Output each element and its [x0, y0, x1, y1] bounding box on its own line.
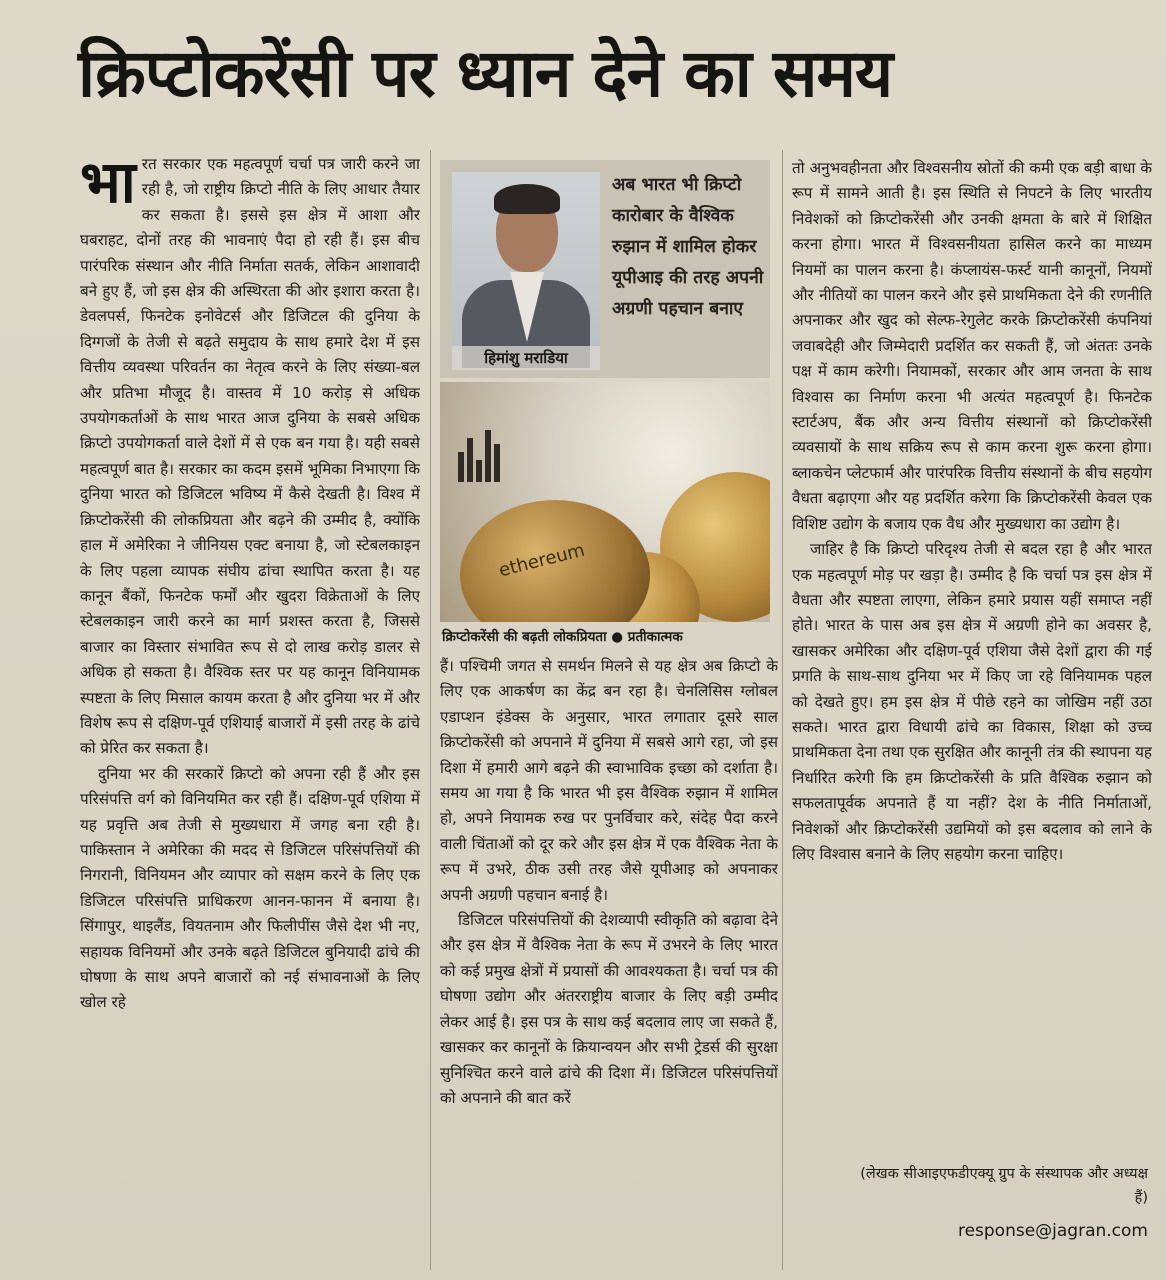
article-paragraph: हैं। पश्चिमी जगत से समर्थन मिलने से यह क्षेत्र अब क्रिप्टो के लिए एक आकर्षण का केंद्र बन रहा है। चेनलिसिस ग्लोबल एडाप्शन इंडेक्स के अनुसार, भारत लगातार दूसरे साल क्रिप्टोकरेंसी को अपनाने में दुनिया में सबसे आगे रहा, जो इस दिशा में हमारी आगे बढ़ने की स्वाभाविक इच्छा को दर्शाता है। समय आ गया है कि भारत भी इस वैश्विक रुझान में शामिल हो, अपने नियामक रुख पर पुनर्विचार करे, संदेह पैदा करने वाली चिंताओं को दूर करे और इस क्षेत्र में एक वैश्विक नेता के रूप में उभरे, ठीक उसी तरह जैसे यूपीआइ को अपनाकर अपनी अग्रणी पहचान बनाई है। — [440, 657, 778, 904]
author-byline: (लेखक सीआइएफडीएक्यू ग्रुप के संस्थापक और अध्यक्ष हैं) — [860, 1166, 1148, 1206]
column-divider — [430, 150, 431, 1270]
dropcap: भा — [80, 152, 136, 216]
article-paragraph: तो अनुभवहीनता और विश्वसनीय स्रोतों की कमी एक बड़ी बाधा के रूप में सामने आती है। इस स्थिति से निपटने के लिए भारतीय निवेशकों को क्रिप्टोकरेंसी और उनकी क्षमता के बारे में शिक्षित करना होगा। भारत में विश्वसनीयता हासिल करने का माध्यम नियमों का पालन करना है। कंप्लायंस-फर्स्ट यानी कानूनों, नियमों और नीतियों का पालन करने और इसे प्राथमिकता देने की रणनीति अपनाकर और खुद को सेल्फ-रेगुलेट करके क्रिप्टोकरेंसी कंपनियां जवाबदेही और जिम्मेदारी प्रदर्शित कर सकती हैं, जो अंततः उनके पक्ष में काम करेगी। नियामकों, सरकार और आम जनता के साथ विश्वास का निर्माण करना भी अत्यंत महत्वपूर्ण है। फिनटेक स्टार्टअप, बैंक और अन्य वित्तीय संस्थानों को क्रिप्टोकरेंसी व्यवसायों के साथ सक्रिय रूप से काम करना शुरू करना होगा। ब्लाकचेन प्लेटफार्म और पारंपरिक वित्तीय संस्थानों के बीच सहयोग वैधता बढ़ाएगा और यह प्रदर्शित करेगा कि क्रिप्टोकरेंसी केवल एक विशिष्ट उद्योग के बजाय एक वैध और मुख्यधारा का उद्योग है। — [792, 159, 1152, 533]
article-column-2 — [440, 654, 778, 1274]
article-paragraph: दुनिया भर की सरकारें क्रिप्टो को अपना रही हैं और इस परिसंपत्ति वर्ग को विनियमित कर रही हैं। दक्षिण-पूर्व एशिया में यह प्रवृत्ति अब तेजी से मुख्यधारा में जगह बना रही है। पाकिस्तान ने अमेरिका की मदद से डिजिटल परिसंपत्तियों की निगरानी, विनियमन और व्यापार को सक्षम करने के लिए एक डिजिटल परिसंपत्ति प्राधिकरण आनन-फानन में बनाया है। सिंगापुर, थाइलैंड, वियतनाम और फिलीपींस जैसे देश भी नए, सहायक विनियमों और उनके बढ़ते डिजिटल बुनियादी ढांचे की घोषणा के साथ अपने बाजारों को नई संभावनाओं के लिए खोल रहे — [80, 764, 420, 1012]
article-column-3 — [792, 156, 1152, 1266]
crypto-coins-photo — [440, 382, 770, 622]
article-column-1 — [80, 152, 420, 1270]
headline: क्रिप्टोकरेंसी पर ध्यान देने का समय — [78, 35, 893, 112]
response-email: response@jagran.com — [957, 1221, 1148, 1241]
photo-caption: क्रिप्टोकरेंसी की बढ़ती लोकप्रियता ● प्रतीकात्मक — [442, 629, 683, 645]
article-paragraph: भारत सरकार एक महत्वपूर्ण चर्चा पत्र जारी करने जा रही है, जो राष्ट्रीय क्रिप्टो नीति के लिए आधार तैयार कर सकता है। इससे इस क्षेत्र में आशा और घबराहट, दोनों तरह की भावनाएं पैदा हो रही हैं। इस बीच पारंपरिक संस्थान और नीति निर्माता सतर्क, लेकिन आशावादी बने हुए हैं, जो इस क्षेत्र की अस्थिरता की ओर इशारा करता है। डेवलपर्स, फिनटेक इनोवेटर्स और डिजिटल की दुनिया के दिग्गजों के तेजी से बढ़ते समुदाय के साथ हमारे देश में इस वित्तीय व्यवस्था परिवर्तन का नेतृत्व करने के लिए संख्या-बल और प्रतिभा मौजूद है। वास्तव में 10 करोड़ से अधिक उपयोगकर्ताओं के साथ भारत आज दुनिया के सबसे अधिक क्रिप्टो उपयोगकर्ता वाले देशों में से एक बन गया है। यही सबसे महत्वपूर्ण बात है। सरकार का कदम इसमें भूमिका निभाएगा कि दुनिया भारत को डिजिटल भविष्य में कैसे देखती है। विश्व में क्रिप्टोकरेंसी की लोकप्रियता और बढ़ने की उम्मीद है, क्योंकि हाल में अमेरिका ने जीनियस एक्ट बनाया है, जो स्टेबलकाइन के लिए पहला व्यापक संघीय ढांचा स्थापित करता है। यह कानून बैंकों, फिनटेक फर्मों और खुदरा विक्रेताओं के लिए स्टेबलकाइन जारी करने का मार्ग प्रशस्त करता है, जिससे बाजार का विस्तार संभावित रूप से दो लाख करोड़ डालर से अधिक हो सकता है। वैश्विक स्तर पर यह कानून विनियामक स्पष्टता के लिए मिसाल कायम करता है और दुनिया भर में और विशेष रूप से दक्षिण-पूर्व एशियाई बाजारों में इसी तरह के ढांचे को प्रेरित कर सकता है। — [80, 152, 420, 758]
author-name: हिमांशु मराडिया — [452, 346, 600, 370]
column-divider — [782, 150, 783, 1270]
article-paragraph: जाहिर है कि क्रिप्टो परिदृश्य तेजी से बदल रहा है और भारत एक महत्वपूर्ण मोड़ पर खड़ा है। उम्मीद है कि चर्चा पत्र इस क्षेत्र में वैधता और स्पष्टता लाएगा, लेकिन हमारे प्रयास यहीं समाप्त नहीं होते। भारत के पास अब इस क्षेत्र में अग्रणी होने का अवसर है, खासकर अमेरिका और दक्षिण-पूर्व एशिया जैसे देशों द्वारा की गई प्रगति के साथ-साथ दुनिया भर में किए जा रहे विनियामक पहल को देखते हुए। हम इस क्षेत्र में पीछे रहने का जोखिम नहीं उठा सकते। भारत द्वारा विधायी ढांचे का विकास, शिक्षा को उच्च प्राथमिकता देना तथा एक सुरक्षित और कानूनी तंत्र की स्थापना यह निर्धारित करेगी कि हम क्रिप्टोकरेंसी के प्रति वैश्विक रुझान को सफलतापूर्वक अपनाते हैं या नहीं? देश के नीति निर्माताओं, निवेशकों और क्रिप्टोकरेंसी उद्यमियों को इस बदलाव को लाने के लिए विश्वास बनाने के लिए सहयोग करना चाहिए। — [792, 540, 1152, 863]
coin-text: ethereum — [496, 539, 587, 582]
pull-quote: अब भारत भी क्रिप्टो कारोबार के वैश्विक रुझान में शामिल होकर यूपीआइ की तरह अपनी अग्रणी पहचान बनाए — [612, 175, 764, 319]
author-portrait — [452, 172, 600, 368]
article-paragraph: डिजिटल परिसंपत्तियों की देशव्यापी स्वीकृति को बढ़ावा देने और इस क्षेत्र में वैश्विक नेता के रूप में उभरने के लिए भारत को कई प्रमुख क्षेत्रों में प्रयासों की आवश्यकता है। चर्चा पत्र की घोषणा उद्योग और अंतरराष्ट्रीय बाजार के लिए बड़ी उम्मीद लेकर आई है। इस पत्र के साथ कई बदलाव लाए जा सकते हैं, खासकर कर कानूनों के क्रियान्वयन और सभी ट्रेडर्स की सुरक्षा सुनिश्चित करने वाले ढांचे की दिशा में। डिजिटल परिसंपत्तियों को अपनाने की बात करें — [440, 911, 778, 1107]
